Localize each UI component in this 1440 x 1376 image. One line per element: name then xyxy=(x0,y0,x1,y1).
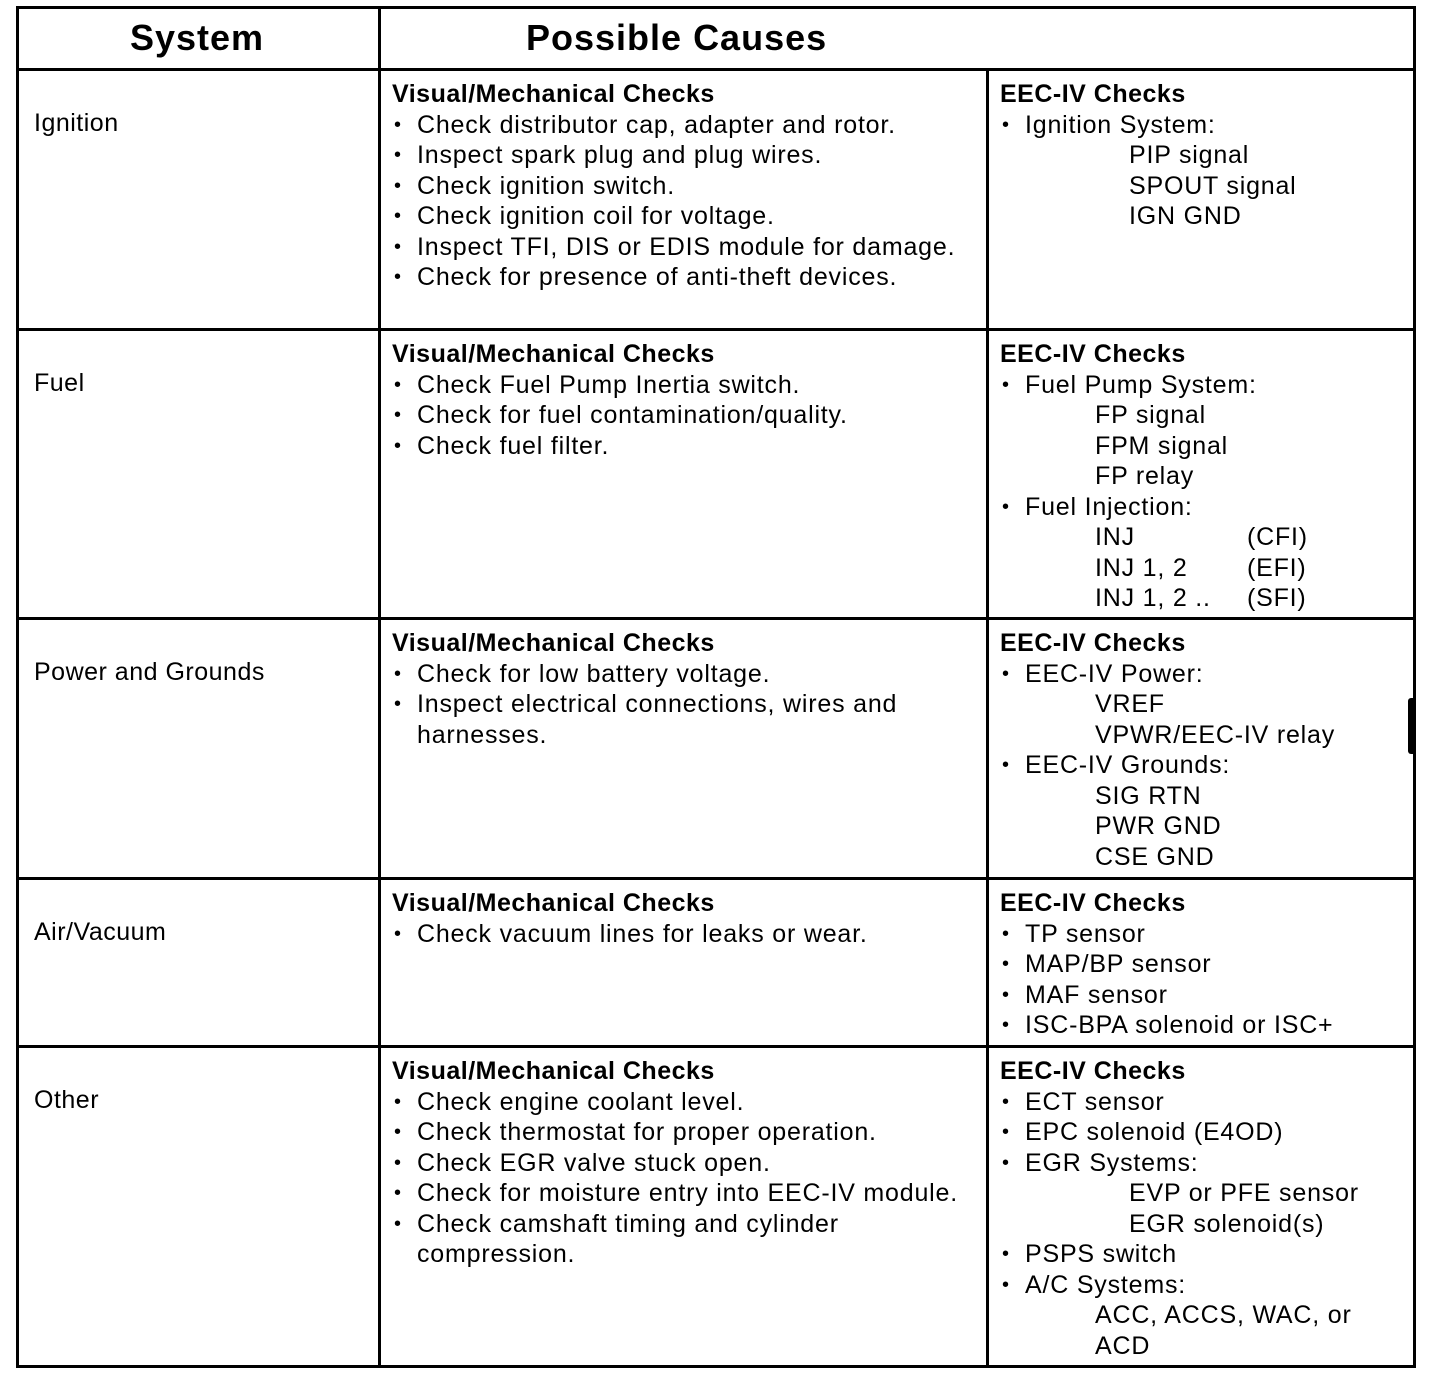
system-name: Fuel xyxy=(34,369,85,397)
sub-item: VREF xyxy=(1095,690,1165,718)
table-border-bottom xyxy=(16,1365,1416,1368)
eec-iv-checks xyxy=(1000,1056,1410,1361)
system-name: Ignition xyxy=(34,109,119,137)
sub-item: CSE GND xyxy=(1095,842,1215,871)
list-item xyxy=(1000,1270,1410,1362)
sub-item: SIG RTN xyxy=(1095,781,1202,810)
injector-row xyxy=(1025,583,1410,614)
list-item: • Check engine coolant level. xyxy=(392,1087,972,1118)
sub-item: EVP or PFE sensor xyxy=(1129,1179,1359,1207)
list-item: • Check EGR valve stuck open. xyxy=(392,1148,972,1179)
injector-type: (EFI) xyxy=(1247,553,1307,582)
group-label: EEC-IV Grounds: xyxy=(1025,751,1231,779)
group-label: Ignition System: xyxy=(1025,110,1216,139)
list-item xyxy=(1000,1148,1410,1240)
column-title: Visual/Mechanical Checks xyxy=(392,1057,715,1085)
list-item xyxy=(1000,492,1410,614)
list-item xyxy=(1000,370,1410,492)
system-name: Other xyxy=(34,1086,100,1114)
column-title: Visual/Mechanical Checks xyxy=(392,629,715,657)
column-title: Visual/Mechanical Checks xyxy=(392,889,715,917)
injector-name: INJ xyxy=(1095,523,1135,551)
table-row xyxy=(16,620,1416,877)
column-title: Visual/Mechanical Checks xyxy=(392,80,715,108)
list-item: • Inspect spark plug and plug wires. xyxy=(392,140,972,171)
sub-item: EGR solenoid(s) xyxy=(1129,1209,1325,1238)
sub-item: SPOUT signal xyxy=(1129,171,1297,200)
injector-name: INJ 1, 2 xyxy=(1095,553,1188,582)
group-label: EEC-IV Power: xyxy=(1025,659,1204,688)
column-title: EEC-IV Checks xyxy=(1000,889,1186,917)
table-row xyxy=(16,1048,1416,1365)
list-item: • Check ignition switch. xyxy=(392,171,972,202)
sub-item: PWR GND xyxy=(1095,812,1222,840)
sub-item: PIP signal xyxy=(1129,141,1250,169)
injector-type: (SFI) xyxy=(1247,584,1307,612)
list-item: • ECT sensor xyxy=(1000,1087,1410,1118)
list-item: • Check ignition coil for voltage. xyxy=(392,201,972,232)
list-item: • Check for fuel contamination/quality. xyxy=(392,400,972,431)
sub-item: FP relay xyxy=(1095,462,1195,490)
list-item: • Check fuel filter. xyxy=(392,431,972,462)
table-row xyxy=(16,71,1416,328)
sub-item: ACC, ACCS, WAC, or xyxy=(1095,1301,1352,1329)
column-title: Visual/Mechanical Checks xyxy=(392,340,715,368)
group-label: Fuel Injection: xyxy=(1025,492,1193,521)
system-name: Power and Grounds xyxy=(34,658,265,686)
visual-mechanical-checks xyxy=(392,628,972,750)
header-possible-causes: Possible Causes xyxy=(526,17,828,58)
table-row xyxy=(16,331,1416,617)
group-label: EGR Systems: xyxy=(1025,1148,1199,1177)
list-item: • PSPS switch xyxy=(1000,1239,1410,1270)
eec-iv-checks xyxy=(1000,339,1410,614)
list-item: • Check for low battery voltage. xyxy=(392,659,972,690)
sub-item: VPWR/EEC-IV relay xyxy=(1095,720,1336,749)
list-item: • Check camshaft timing and cylinder compression. xyxy=(392,1209,972,1270)
visual-mechanical-checks xyxy=(392,339,972,461)
eec-iv-checks xyxy=(1000,79,1410,232)
diagnostic-table xyxy=(16,6,1416,1368)
list-item: • Check thermostat for proper operation. xyxy=(392,1117,972,1148)
list-item: • MAF sensor xyxy=(1000,980,1410,1011)
table-row xyxy=(16,880,1416,1045)
header-system: System xyxy=(129,17,265,58)
visual-mechanical-checks xyxy=(392,1056,972,1270)
sub-item: IGN GND xyxy=(1129,202,1242,230)
column-title: EEC-IV Checks xyxy=(1000,1057,1186,1085)
visual-mechanical-checks xyxy=(392,79,972,293)
sub-item: FP signal xyxy=(1095,401,1206,429)
system-name: Air/Vacuum xyxy=(34,918,167,946)
column-title: EEC-IV Checks xyxy=(1000,629,1186,657)
eec-iv-checks xyxy=(1000,888,1410,1041)
list-item xyxy=(1000,750,1410,872)
list-item: • Check for presence of anti-theft devices. xyxy=(392,262,972,293)
list-item: • ISC-BPA solenoid or ISC+ xyxy=(1000,1010,1410,1041)
sub-item: FPM signal xyxy=(1095,431,1229,460)
list-item xyxy=(1000,659,1410,751)
list-item: • Check vacuum lines for leaks or wear. xyxy=(392,919,972,950)
column-title: EEC-IV Checks xyxy=(1000,80,1186,108)
list-item: • MAP/BP sensor xyxy=(1000,949,1410,980)
injector-type: (CFI) xyxy=(1247,523,1308,551)
group-label: A/C Systems: xyxy=(1025,1270,1187,1299)
column-title: EEC-IV Checks xyxy=(1000,340,1186,368)
list-item: • Inspect TFI, DIS or EDIS module for damage. xyxy=(392,232,972,263)
injector-name: INJ 1, 2 .. xyxy=(1095,584,1211,612)
visual-mechanical-checks xyxy=(392,888,972,949)
list-item: • Inspect electrical connections, wires and harnesses. xyxy=(392,689,972,750)
injector-row xyxy=(1025,553,1410,584)
sub-item: ACD xyxy=(1095,1331,1151,1360)
list-item: • EPC solenoid (E4OD) xyxy=(1000,1117,1410,1148)
list-item: • Check for moisture entry into EEC-IV module. xyxy=(392,1178,972,1209)
injector-row xyxy=(1025,522,1410,553)
list-item: • TP sensor xyxy=(1000,919,1410,950)
list-item: • Check distributor cap, adapter and rotor. xyxy=(392,110,972,141)
list-item: • Check Fuel Pump Inertia switch. xyxy=(392,370,972,401)
eec-iv-checks xyxy=(1000,628,1410,872)
group-label: Fuel Pump System: xyxy=(1025,370,1257,399)
list-item xyxy=(1000,110,1410,232)
